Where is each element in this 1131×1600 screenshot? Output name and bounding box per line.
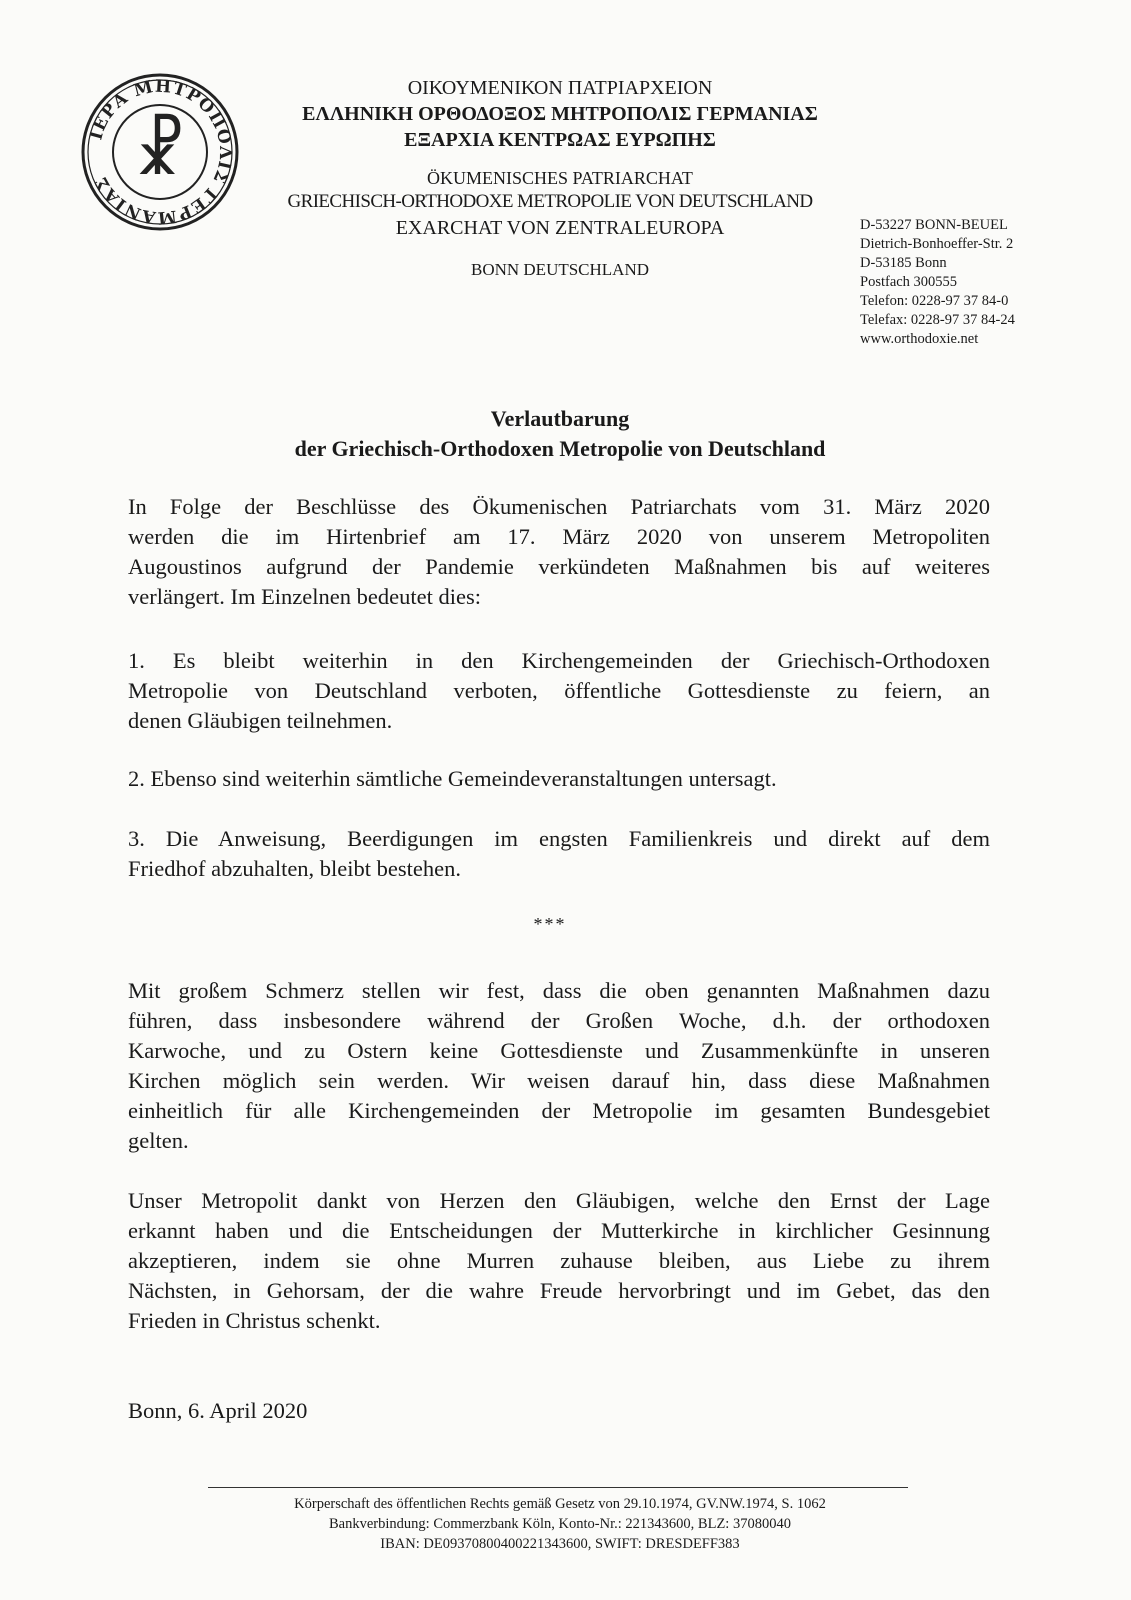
paragraph-holy-week [128, 976, 990, 1156]
paragraph-line: 1. Es bleibt weiterhin in den Kirchengemeinden der Griechisch-Orthodoxen [128, 648, 990, 673]
paragraph-line: verlängert. Im Einzelnen bedeutet dies: [128, 584, 481, 609]
address-line-1: D-53227 BONN-BEUEL [860, 217, 1008, 233]
header-location: BONN DEUTSCHLAND [470, 260, 650, 279]
paragraph-line: Kirchen möglich sein werden. Wir weisen darauf hin, dass diese Maßnahmen [128, 1068, 990, 1093]
address-fax: Telefax: 0228-97 37 84-24 [860, 312, 1015, 328]
paragraph-line: akzeptieren, indem sie ohne Murren zuhause bleiben, aus Liebe zu ihrem [128, 1248, 990, 1273]
paragraph-line: 2. Ebenso sind weiterhin sämtliche Gemeindeveranstaltungen untersagt. [128, 766, 777, 791]
header-greek-3: ΕΞΑΡΧΙΑ ΚΕΝΤΡΩΑΣ ΕΥΡΩΠΗΣ [404, 129, 716, 151]
document-title: Verlautbarung [490, 406, 630, 431]
header-german-2: GRIECHISCH-ORTHODOXE METROPOLIE VON DEUTSCHLAND [287, 191, 813, 212]
paragraph-line: Augoustinos aufgrund der Pandemie verkündeten Maßnahmen bis auf weiteres [128, 554, 990, 579]
address-line-4: Postfach 300555 [860, 274, 958, 290]
paragraph-line: Unser Metropolit dankt von Herzen den Gläubigen, welche den Ernst der Lage [128, 1188, 990, 1213]
paragraph-line: 3. Die Anweisung, Beerdigungen im engsten Familienkreis und direkt auf dem [128, 826, 990, 851]
address-web: www.orthodoxie.net [860, 331, 979, 347]
section-separator: *** [533, 914, 567, 934]
document-date: Bonn, 6. April 2020 [128, 1398, 308, 1423]
paragraph-line: werden die im Hirtenbrief am 17. März 2020 von unserem Metropoliten [128, 524, 990, 549]
footer-divider [208, 1487, 908, 1488]
paragraph-line: Frieden in Christus schenkt. [128, 1308, 381, 1333]
paragraph-line: Metropolie von Deutschland verboten, öffentliche Gottesdienste zu feiern, an [128, 678, 990, 703]
paragraph-intro [128, 492, 990, 612]
paragraph-line: In Folge der Beschlüsse des Ökumenischen Patriarchats vom 31. März 2020 [128, 494, 990, 519]
paragraph-line: gelten. [128, 1128, 189, 1153]
list-item-1 [128, 646, 990, 736]
paragraph-line: Mit großem Schmerz stellen wir fest, dass die oben genannten Maßnahmen dazu [128, 978, 990, 1003]
address-line-2: Dietrich-Bonhoeffer-Str. 2 [860, 236, 1014, 252]
header-greek-1: ΟΙΚΟΥΜΕΝΙΚΟΝ ΠΑΤΡΙΑΡΧΕΙΟΝ [407, 77, 713, 99]
footer-iban: IBAN: DE09370800400221343600, SWIFT: DRESDEFF383 [380, 1536, 740, 1552]
seal-inscription: ΙΕΡΑ ΜΗΤΡΟΠΟΛΙΣ ΓΕΡΜΑΝΙΑΣ [86, 76, 236, 228]
header-german-1: ÖKUMENISCHES PATRIARCHAT [427, 168, 693, 188]
document-subtitle: der Griechisch-Orthodoxen Metropolie von Deutschland [294, 436, 826, 461]
paragraph-line: denen Gläubigen teilnehmen. [128, 708, 393, 733]
paragraph-line: erkannt haben und die Entscheidungen der Mutterkirche in kirchlicher Gesinnung [128, 1218, 990, 1243]
paragraph-line: einheitlich für alle Kirchengemeinden der Metropolie im gesamten Bundesgebiet [128, 1098, 990, 1123]
header-greek-2: ΕΛΛΗΝΙΚΗ ΟΡΘΟΔΟΞΟΣ ΜΗΤΡΟΠΟΛΙΣ ΓΕΡΜΑΝΙΑΣ [302, 103, 818, 125]
list-item-2 [128, 764, 990, 794]
paragraph-line: Friedhof abzuhalten, bleibt bestehen. [128, 856, 462, 881]
list-item-3 [128, 824, 990, 884]
header-german-3: EXARCHAT VON ZENTRALEUROPA [395, 217, 725, 239]
metropolis-seal [80, 72, 240, 232]
paragraph-thanks [128, 1186, 990, 1336]
chi-rho-icon: ☧ [134, 113, 186, 190]
paragraph-line: Nächsten, in Gehorsam, der die wahre Freude hervorbringt und im Gebet, das den [128, 1278, 990, 1303]
address-line-3: D-53185 Bonn [860, 255, 947, 271]
paragraph-line: führen, dass insbesondere während der Großen Woche, d.h. der orthodoxen [128, 1008, 990, 1033]
date-line [128, 1396, 990, 1426]
address-phone: Telefon: 0228-97 37 84-0 [860, 293, 1009, 309]
footer-bank: Bankverbindung: Commerzbank Köln, Konto-Nr.: 221343600, BLZ: 37080040 [329, 1516, 791, 1532]
paragraph-line: Karwoche, und zu Ostern keine Gottesdienste und Zusammenkünfte in unseren [128, 1038, 990, 1063]
footer-legal: Körperschaft des öffentlichen Rechts gemäß Gesetz von 29.10.1974, GV.NW.1974, S. 1062 [294, 1496, 826, 1512]
